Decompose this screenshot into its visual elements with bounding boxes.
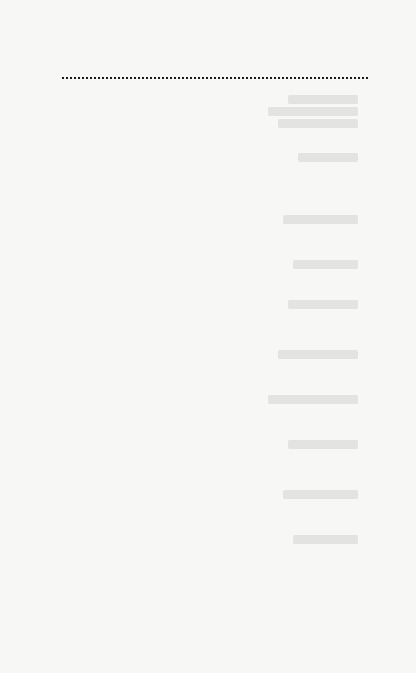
- part-title-entry[interactable]: [58, 77, 372, 82]
- show-through-text: [258, 95, 378, 565]
- dot-leader: [62, 77, 368, 79]
- table-of-contents: [58, 63, 372, 96]
